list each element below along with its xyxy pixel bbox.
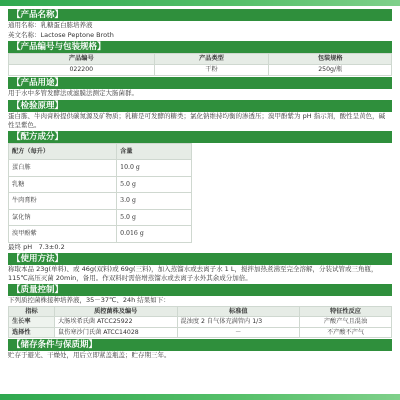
spec-row bbox=[9, 65, 392, 76]
formula-header-row bbox=[9, 143, 192, 160]
product-cn-name: 通用名称：乳糖蛋白胨培养液 bbox=[8, 21, 93, 29]
spec-pack: 250g/瓶 bbox=[269, 65, 392, 76]
qc-strain: 鼠伤寒沙门氏菌 ATCC14028 bbox=[54, 327, 177, 338]
formula-ingredient: 蛋白胨 bbox=[9, 160, 117, 177]
formula-row bbox=[9, 176, 192, 193]
formula-row bbox=[9, 209, 192, 226]
top-green-band bbox=[0, 0, 400, 6]
spec-header-row bbox=[9, 54, 392, 65]
formula-row bbox=[9, 160, 192, 177]
qc-index: 选择性 bbox=[9, 327, 55, 338]
spec-header-code: 产品编号 bbox=[9, 54, 155, 65]
principle-text: 蛋白胨、牛肉膏粉提供碳氮源及矿物质；乳糖是可发酵的糖类；氯化钠维持均衡的渗透压；溴甲酚紫为 pH 指示剂，酸性呈黄色，碱性呈紫色。 bbox=[8, 111, 386, 129]
formula-table bbox=[8, 143, 192, 243]
section-principle: 【检验原理】 bbox=[8, 100, 392, 112]
qc-header-row bbox=[9, 306, 392, 317]
spec-code: 022200 bbox=[9, 65, 155, 76]
formula-ingredient: 牛肉膏粉 bbox=[9, 193, 117, 210]
formula-ingredient: 溴甲酚紫 bbox=[9, 226, 117, 243]
product-sheet bbox=[8, 8, 392, 392]
usage-text: 用于水中多管发酵法或滤膜法测定大肠菌群。 bbox=[8, 89, 138, 97]
qc-header-standard: 标准值 bbox=[177, 306, 300, 317]
qc-index: 生长率 bbox=[9, 317, 55, 328]
spec-type: 干粉 bbox=[154, 65, 269, 76]
section-formula: 【配方成分】 bbox=[8, 131, 392, 143]
formula-amount: 3.0 g bbox=[117, 193, 192, 210]
formula-ingredient: 氯化钠 bbox=[9, 209, 117, 226]
formula-amount: 0.016 g bbox=[117, 226, 192, 243]
formula-ingredient: 乳糖 bbox=[9, 176, 117, 193]
spec-header-type: 产品类型 bbox=[154, 54, 269, 65]
formula-header-amount: 含量 bbox=[117, 143, 192, 160]
section-product-name: 【产品名称】 bbox=[8, 9, 392, 21]
qc-row bbox=[9, 317, 392, 328]
qc-header-reaction: 特征性反应 bbox=[300, 306, 392, 317]
qc-table bbox=[8, 306, 392, 339]
section-method: 【使用方法】 bbox=[8, 253, 392, 265]
qc-header-strain: 质控菌株及编号 bbox=[54, 306, 177, 317]
spec-header-pack: 包装规格 bbox=[269, 54, 392, 65]
spec-table bbox=[8, 53, 392, 76]
formula-amount: 5.0 g bbox=[117, 176, 192, 193]
section-usage: 【产品用途】 bbox=[8, 77, 392, 89]
section-storage: 【储存条件与保质期】 bbox=[8, 339, 392, 351]
qc-standard: － bbox=[177, 327, 300, 338]
formula-ph: 最终 pH 7.3±0.2 bbox=[8, 242, 65, 251]
formula-amount: 10.0 g bbox=[117, 160, 192, 177]
bottom-green-band bbox=[0, 394, 400, 400]
qc-standard: 混浊度 2 自气体充满管内 1/3 bbox=[177, 317, 300, 328]
section-spec: 【产品编号与包装规格】 bbox=[8, 41, 392, 53]
qc-strain: 大肠埃希氏菌 ATCC25922 bbox=[54, 317, 177, 328]
storage-text: 贮存于避光、干燥处，用后立即紧盖瓶盖；贮存期三年。 bbox=[8, 351, 171, 359]
section-qc: 【质量控制】 bbox=[8, 284, 392, 296]
qc-description: 下列质控菌株接种培养液，35－37℃、24h 结果如下： bbox=[8, 296, 170, 304]
qc-header-index: 指标 bbox=[9, 306, 55, 317]
method-text: 称取本品 23g(单料)、或 46g(双料)或 69g(三料)，加入蒸馏水或去离子水 1 L，搅拌加热煮沸至完全溶解，分装试管或三角瓶，115℃高压灭菌 20min，备用。作双料时需倍增蒸馏水或去离子水外其余成分加倍。 bbox=[8, 265, 378, 282]
formula-header-name: 配方（每升） bbox=[9, 143, 117, 160]
formula-amount: 5.0 g bbox=[117, 209, 192, 226]
qc-row bbox=[9, 327, 392, 338]
qc-reaction: 不产酸不产气 bbox=[300, 327, 392, 338]
qc-reaction: 产酸产气且混浊 bbox=[300, 317, 392, 328]
formula-row bbox=[9, 193, 192, 210]
formula-row bbox=[9, 226, 192, 243]
product-en-name: 英文名称：Lactose Peptone Broth bbox=[8, 30, 114, 39]
